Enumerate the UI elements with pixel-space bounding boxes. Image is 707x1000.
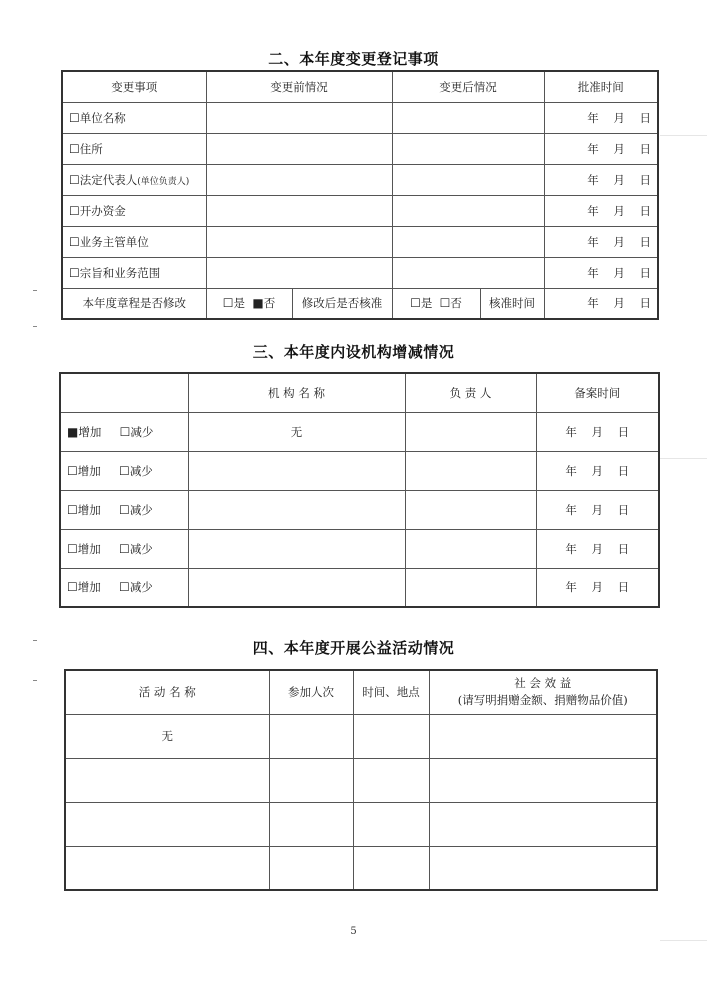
change-registration-table [61,70,659,320]
option-no: 否 [450,296,462,311]
time-place-cell[interactable] [353,846,429,890]
header-after: 变更后情况 [392,71,544,102]
margin-mark [33,290,37,291]
table-row [62,226,658,257]
social-benefit-cell[interactable] [429,758,657,802]
checkbox-icon[interactable]: ☐ [67,463,78,478]
before-cell[interactable] [206,195,392,226]
filing-date-cell[interactable]: 年 月 日 [536,568,659,607]
checkbox-icon[interactable]: ☐ [119,541,130,556]
approval-date-cell[interactable]: 年 月 日 [544,288,658,319]
internal-org-table [59,372,660,608]
org-name-cell[interactable] [188,490,405,529]
change-type-cell: ■增加 ☐减少 [60,412,188,451]
header-org-name: 机 构 名 称 [188,373,405,412]
header-person-in-charge: 负 责 人 [405,373,536,412]
section-3-title: 三、本年度内设机构增减情况 [252,343,455,361]
option-yes: 是 [420,296,433,311]
activity-name-cell[interactable] [65,758,269,802]
org-name-cell[interactable]: 无 [188,412,405,451]
checkbox-icon[interactable]: ☐ [119,463,130,478]
after-cell[interactable] [392,102,544,133]
change-item-label: 开办资金 [79,203,126,218]
before-cell[interactable] [206,226,392,257]
scan-artifact-line [660,458,707,459]
table-header-row [60,373,659,412]
checkbox-icon[interactable]: ☐ [439,296,451,311]
approved-after-options [392,288,480,319]
change-item-cell [62,133,206,164]
change-item-label: 单位名称 [79,110,126,125]
change-item-cell [62,102,206,133]
table-row [62,133,658,164]
after-cell[interactable] [392,226,544,257]
change-item-cell [62,164,206,195]
table-row [65,846,657,890]
org-name-cell[interactable] [188,451,405,490]
charter-modification-row [62,288,658,319]
approval-date-cell[interactable]: 年 月 日 [544,164,658,195]
after-cell[interactable] [392,257,544,288]
participants-cell[interactable] [269,846,353,890]
person-cell[interactable] [405,451,536,490]
person-cell[interactable] [405,490,536,529]
option-no: 否 [263,296,276,311]
table-header-row [62,71,658,102]
after-cell[interactable] [392,164,544,195]
checkbox-icon[interactable]: ☐ [67,502,78,517]
checkbox-icon[interactable]: ☐ [410,296,421,311]
approval-date-cell[interactable]: 年 月 日 [544,195,658,226]
change-item-cell [62,195,206,226]
before-cell[interactable] [206,133,392,164]
checkbox-icon[interactable]: ☐ [67,580,78,595]
change-item-cell [62,226,206,257]
change-type-cell: ☐增加 ☐减少 [60,451,188,490]
approved-after-label: 修改后是否核准 [292,288,392,319]
charter-modified-label: 本年度章程是否修改 [62,288,206,319]
scan-artifact-line [660,940,707,941]
table-row [60,529,659,568]
change-item-cell [62,257,206,288]
social-benefit-cell[interactable] [429,714,657,758]
table-row [65,714,657,758]
header-before: 变更前情况 [206,71,392,102]
option-yes: 是 [233,296,246,311]
table-header-row [65,670,657,714]
org-name-cell[interactable] [188,529,405,568]
social-benefit-note: (请写明捐赠金额、捐赠物品价值) [457,693,628,708]
filing-date-cell[interactable]: 年 月 日 [536,529,659,568]
activity-name-cell[interactable] [65,846,269,890]
section-4-title: 四、本年度开展公益活动情况 [252,639,455,657]
after-cell[interactable] [392,133,544,164]
table-row [62,257,658,288]
time-place-cell[interactable] [353,802,429,846]
checkbox-icon[interactable]: ☐ [119,424,131,439]
change-type-cell: ☐增加 ☐减少 [60,490,188,529]
approval-date-cell[interactable]: 年 月 日 [544,102,658,133]
header-blank [60,373,188,412]
header-social-benefit [429,670,657,714]
social-benefit-cell[interactable] [429,846,657,890]
after-cell[interactable] [392,195,544,226]
margin-mark [33,680,37,681]
filing-date-cell[interactable]: 年 月 日 [536,451,659,490]
change-item-label: 宗旨和业务范围 [79,265,161,280]
approval-date-cell[interactable]: 年 月 日 [544,133,658,164]
social-benefit-cell[interactable] [429,802,657,846]
before-cell[interactable] [206,164,392,195]
checkbox-icon[interactable]: ☐ [222,296,234,311]
person-cell[interactable] [405,529,536,568]
header-change-item: 变更事项 [62,71,206,102]
activity-name-cell[interactable] [65,802,269,846]
time-place-cell[interactable] [353,714,429,758]
checkbox-icon[interactable]: ☐ [69,203,80,218]
change-item-label: 住所 [79,141,103,156]
table-row [60,451,659,490]
change-item-sublabel: (单位负责人) [137,176,190,187]
change-type-cell: ☐增加 ☐减少 [60,529,188,568]
table-row [60,412,659,451]
approval-date-cell[interactable]: 年 月 日 [544,226,658,257]
participants-cell[interactable] [269,802,353,846]
checkbox-icon[interactable]: ☐ [69,110,80,125]
table-row [62,195,658,226]
page-number: 5 [350,926,357,937]
person-cell[interactable] [405,568,536,607]
header-activity-name: 活 动 名 称 [65,670,269,714]
checkbox-icon[interactable]: ☐ [119,502,130,517]
checkbox-icon[interactable]: ☐ [69,141,80,156]
approval-date-cell[interactable]: 年 月 日 [544,257,658,288]
change-type-cell: ☐增加 ☐减少 [60,568,188,607]
table-row [62,102,658,133]
filing-date-cell[interactable]: 年 月 日 [536,412,659,451]
social-benefit-label: 社 会 效 益 [514,676,572,691]
time-place-cell[interactable] [353,758,429,802]
public-welfare-table [64,669,658,891]
before-cell[interactable] [206,257,392,288]
section-2-title: 二、本年度变更登记事项 [268,50,439,68]
checkbox-checked-icon[interactable]: ■ [252,296,264,311]
table-row [62,164,658,195]
table-row [65,802,657,846]
activity-name-cell[interactable]: 无 [65,714,269,758]
checkbox-checked-icon[interactable]: ■ [67,424,79,439]
margin-mark [33,326,37,327]
approval-time-label: 核准时间 [480,288,544,319]
header-participants: 参加人次 [269,670,353,714]
checkbox-icon[interactable]: ☐ [69,265,80,280]
participants-cell[interactable] [269,714,353,758]
change-item-label: 法定代表人 [79,172,138,187]
change-item-label: 业务主管单位 [79,234,149,249]
checkbox-icon[interactable]: ☐ [67,541,78,556]
charter-modified-options [206,288,292,319]
header-approval-time: 批准时间 [544,71,658,102]
table-row [60,490,659,529]
org-name-cell[interactable] [188,568,405,607]
table-row [65,758,657,802]
participants-cell[interactable] [269,758,353,802]
table-row [60,568,659,607]
filing-date-cell[interactable]: 年 月 日 [536,490,659,529]
scan-artifact-line [660,135,707,136]
before-cell[interactable] [206,102,392,133]
person-cell[interactable] [405,412,536,451]
header-filing-time: 备案时间 [536,373,659,412]
checkbox-icon[interactable]: ☐ [119,580,130,595]
checkbox-icon[interactable]: ☐ [69,234,80,249]
checkbox-icon[interactable]: ☐ [69,172,80,187]
header-time-place: 时间、地点 [353,670,429,714]
